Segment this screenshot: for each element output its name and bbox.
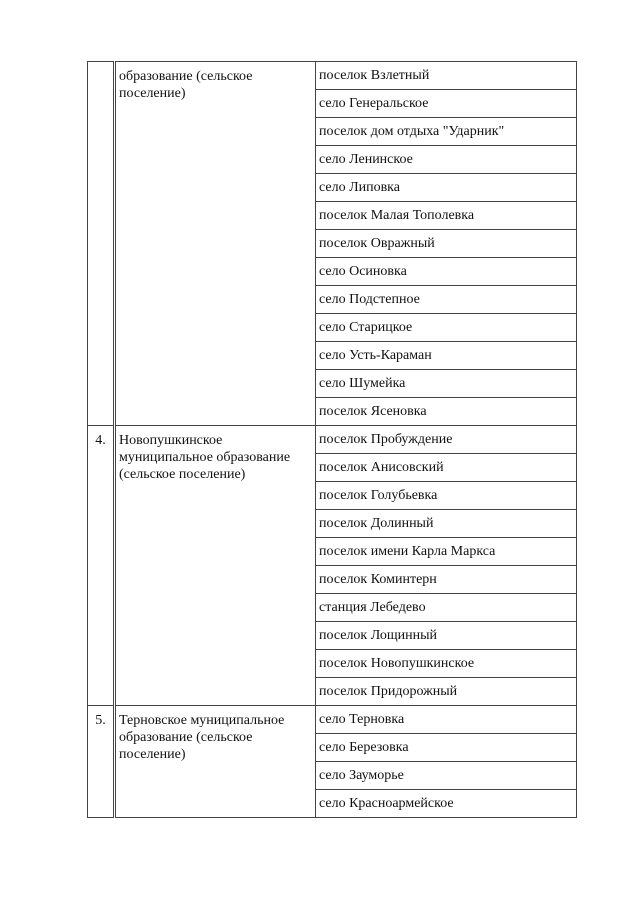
municipality-name: образование (сельское поселение) <box>115 62 316 426</box>
settlement-name: поселок Лощинный <box>316 622 577 650</box>
settlement-name: поселок Ясеновка <box>316 398 577 426</box>
settlement-name: поселок Анисовский <box>316 454 577 482</box>
settlement-name: село Зауморье <box>316 762 577 790</box>
settlement-name: поселок Овражный <box>316 230 577 258</box>
municipality-name: Терновское муниципальное образование (сельское поселение) <box>115 706 316 818</box>
settlement-name: село Липовка <box>316 174 577 202</box>
settlement-name: село Березовка <box>316 734 577 762</box>
settlement-name: поселок Малая Тополевка <box>316 202 577 230</box>
settlement-name: село Генеральское <box>316 90 577 118</box>
municipality-name: Новопушкинское муниципальное образование (сельское поселение) <box>115 426 316 706</box>
settlement-name: поселок Долинный <box>316 510 577 538</box>
settlement-name: село Осиновка <box>316 258 577 286</box>
settlement-name: поселок Коминтерн <box>316 566 577 594</box>
settlements-table <box>87 61 577 818</box>
table-row <box>88 62 577 90</box>
row-number <box>88 62 115 426</box>
settlement-name: станция Лебедево <box>316 594 577 622</box>
settlement-name: село Подстепное <box>316 286 577 314</box>
settlement-name: село Терновка <box>316 706 577 734</box>
table-row <box>88 426 577 454</box>
row-number: 5. <box>88 706 115 818</box>
settlement-name: поселок Взлетный <box>316 62 577 90</box>
table-body <box>88 62 577 818</box>
settlement-name: село Ленинское <box>316 146 577 174</box>
settlement-name: село Красноармейское <box>316 790 577 818</box>
settlement-name: поселок имени Карла Маркса <box>316 538 577 566</box>
settlement-name: село Старицкое <box>316 314 577 342</box>
settlement-name: село Шумейка <box>316 370 577 398</box>
settlement-name: поселок Пробуждение <box>316 426 577 454</box>
settlement-name: поселок Новопушкинское <box>316 650 577 678</box>
settlement-name: поселок Придорожный <box>316 678 577 706</box>
table-row <box>88 706 577 734</box>
settlement-name: поселок Голубьевка <box>316 482 577 510</box>
settlement-name: поселок дом отдыха "Ударник" <box>316 118 577 146</box>
row-number: 4. <box>88 426 115 706</box>
settlement-name: село Усть-Караман <box>316 342 577 370</box>
